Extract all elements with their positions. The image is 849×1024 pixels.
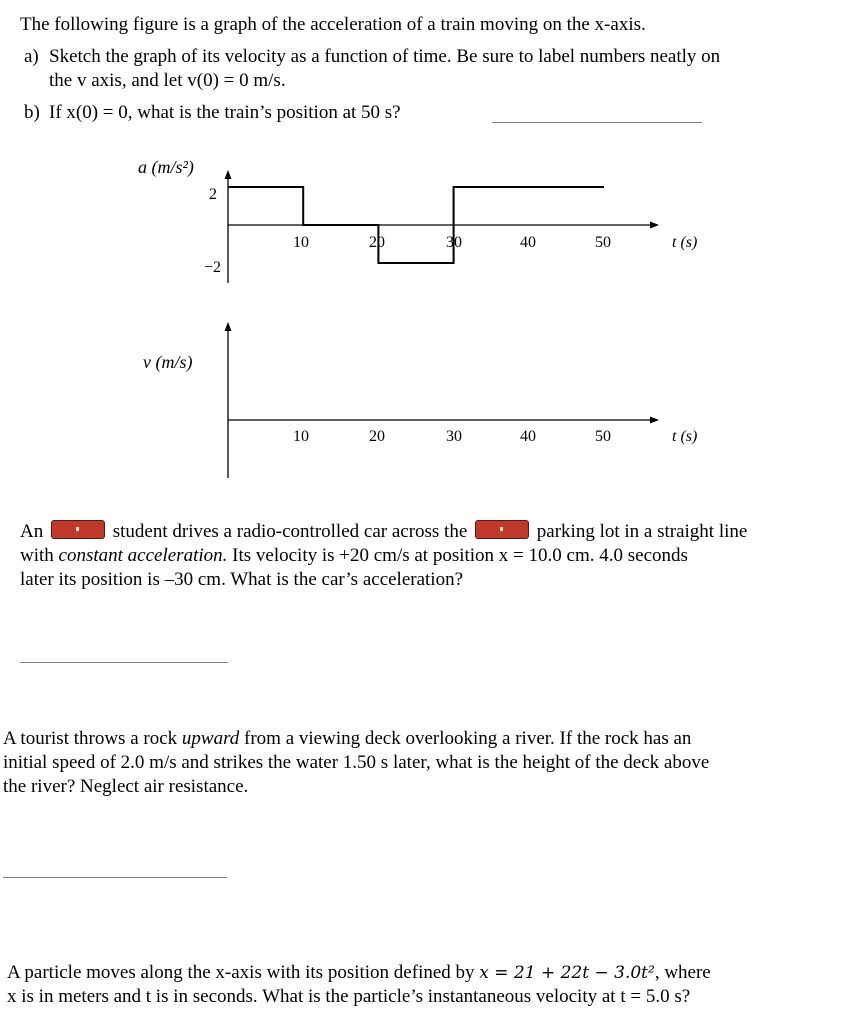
part-a-label: a) xyxy=(24,46,39,67)
velocity-xtick-10: 10 xyxy=(293,428,309,445)
problem3-line1-post: from a viewing deck overlooking a river. If the rock has an xyxy=(244,728,692,749)
accel-axis-ylabel: a (m/s²) xyxy=(138,157,194,177)
velocity-xtick-30: 30 xyxy=(446,428,462,445)
problem2-line1 xyxy=(20,520,747,544)
part-a-line2: the v axis, and let v(0) = 0 m/s. xyxy=(49,70,286,91)
problem4-line1-pre: A particle moves along the x-axis with its position defined by xyxy=(7,962,475,983)
part-a-line1: Sketch the graph of its velocity as a function of time. Be sure to label numbers neatly on xyxy=(49,46,721,67)
velocity-y-axis-arrow xyxy=(225,322,232,331)
velocity-xtick-40: 40 xyxy=(520,428,536,445)
problem2-line2 xyxy=(20,544,688,568)
velocity-xtick-50: 50 xyxy=(595,428,611,445)
redacted-word-2 xyxy=(475,520,529,539)
accel-axis-xlabel: t (s) xyxy=(672,234,698,251)
part-b-label: b) xyxy=(24,102,40,123)
problem2-word2: student drives a radio-controlled car across the xyxy=(112,521,468,542)
problem2-line2-pre: with xyxy=(20,545,54,566)
accel-xtick-30: 30 xyxy=(446,234,462,251)
accel-xtick-40: 40 xyxy=(520,234,536,251)
problem1-intro: The following figure is a graph of the acceleration of a train moving on the x-axis. xyxy=(20,14,646,35)
problem2-line3: later its position is –30 cm. What is the car’s acceleration? xyxy=(20,569,464,590)
velocity-axis-ylabel: v (m/s) xyxy=(143,352,193,372)
problem2-word3: parking lot in a straight line xyxy=(536,521,748,542)
velocity-axis-xlabel: t (s) xyxy=(672,428,698,445)
problem3-line1-italic: upward xyxy=(181,728,240,749)
problem2-line2-italic: constant acceleration. xyxy=(58,545,228,566)
problem3-line1-pre: A tourist throws a rock xyxy=(3,728,178,749)
accel-xtick-10: 10 xyxy=(293,234,309,251)
accel-xtick-50: 50 xyxy=(595,234,611,251)
problem4-equation: x = 21 + 22t − 3.0t² xyxy=(479,963,655,983)
acceleration-graph xyxy=(0,0,849,300)
problem2-answer-line[interactable] xyxy=(20,662,228,663)
accel-x-axis-arrow xyxy=(650,222,659,229)
redacted-word-1 xyxy=(51,520,105,539)
problem3-line2: initial speed of 2.0 m/s and strikes the water 1.50 s later, what is the height of the deck above xyxy=(3,752,710,773)
problem2-line2-post: Its velocity is +20 cm/s at position x = 10.0 cm. 4.0 seconds xyxy=(232,545,688,566)
problem2-word1: An xyxy=(20,521,44,542)
problem3-answer-line[interactable] xyxy=(3,877,227,878)
problem4-line2: x is in meters and t is in seconds. What is the particle’s instantaneous velocity at t = 5.0 s? xyxy=(7,986,691,1007)
velocity-x-axis-arrow xyxy=(650,417,659,424)
accel-y-axis-arrow xyxy=(225,170,232,179)
problem3-line3: the river? Neglect air resistance. xyxy=(3,776,249,797)
problem4-line1-post: , where xyxy=(654,962,711,983)
velocity-graph xyxy=(0,300,849,500)
problem3-line1 xyxy=(3,727,691,751)
accel-ytick-2: 2 xyxy=(209,186,217,203)
problem4-line1 xyxy=(7,961,711,985)
accel-xtick-20: 20 xyxy=(369,234,385,251)
accel-ytick-neg2: −2 xyxy=(203,259,221,276)
part-b-text: If x(0) = 0, what is the train’s position at 50 s? xyxy=(49,102,401,123)
velocity-xtick-20: 20 xyxy=(369,428,385,445)
